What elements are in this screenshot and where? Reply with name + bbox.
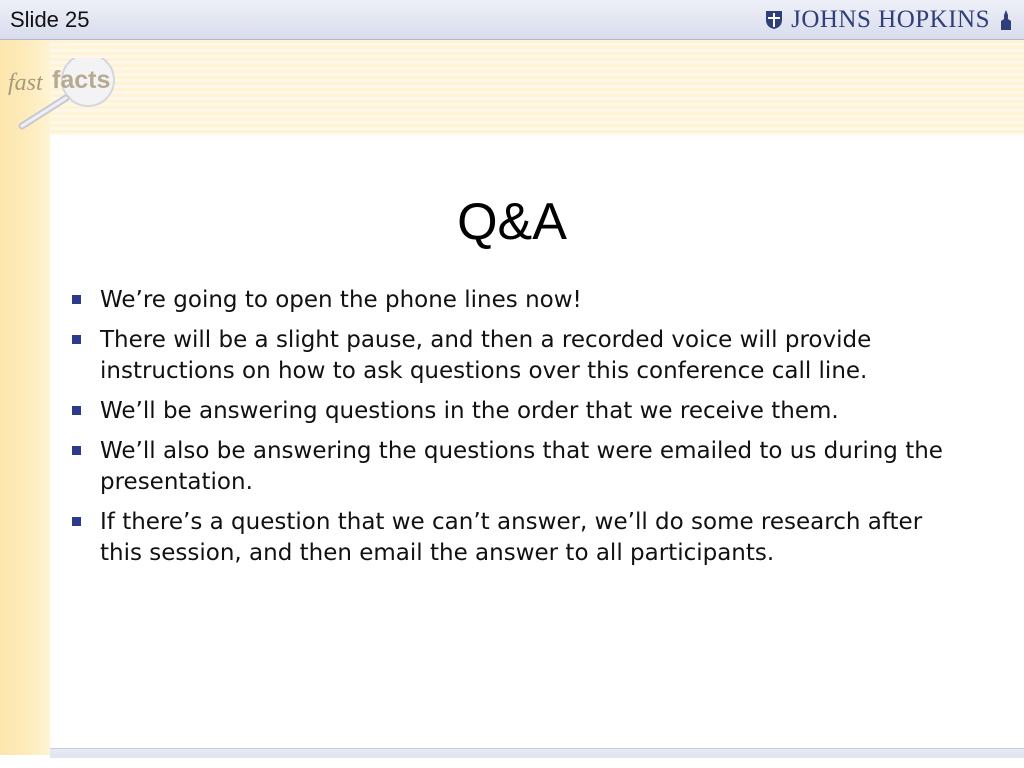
bullet-text: We’ll be answering questions in the order that we receive them. [100,398,839,424]
bullet-item [70,325,970,387]
tower-icon [998,9,1014,31]
bullet-text: If there’s a question that we can’t answer, we’ll do some research after this session, and then email the answer to all participants. [100,509,923,566]
header-stripes [0,40,1024,135]
square-bullet-icon [72,295,81,304]
bullet-item [70,507,970,569]
square-bullet-icon [72,335,81,344]
logo-word-fast: fast [8,70,43,96]
johns-hopkins-logo [765,6,1014,34]
bullet-list [70,285,970,578]
bottom-strip [0,758,1024,768]
square-bullet-icon [72,406,81,415]
shield-icon [765,10,783,30]
top-bar [0,0,1024,40]
bullet-text: We’re going to open the phone lines now! [100,287,582,313]
slide-title: Q&A [457,193,567,251]
bullet-item [70,436,970,498]
left-accent-bar [0,40,50,755]
fastfacts-logo [8,58,128,136]
bullet-text: We’ll also be answering the questions that were emailed to us during the presentation. [100,438,943,495]
square-bullet-icon [72,446,81,455]
slide-number-label: Slide 25 [10,7,90,32]
brand-name: JOHNS HOPKINS [791,6,990,33]
bullet-item [70,396,970,427]
logo-word-facts: facts [52,66,111,94]
bullet-item [70,285,970,316]
square-bullet-icon [72,517,81,526]
bullet-text: There will be a slight pause, and then a recorded voice will provide instructions on how to ask questions over this conference call line. [100,327,872,384]
